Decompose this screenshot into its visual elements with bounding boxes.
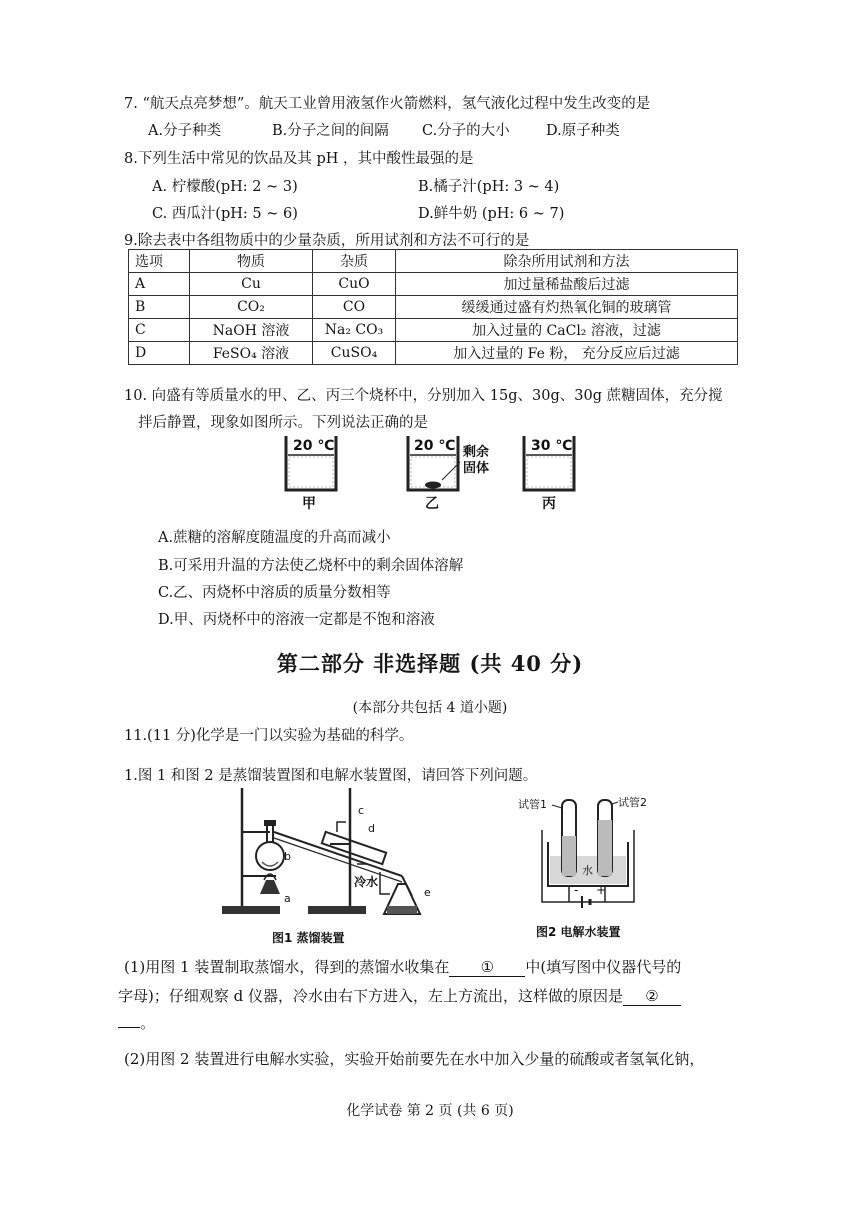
table-header-row	[129, 250, 738, 273]
q7-option-b[interactable]: B.分子之间的间隔	[272, 123, 389, 139]
section-title: 第二部分 非选择题 (共 40 分)	[276, 651, 584, 676]
table-cell: CO₂	[190, 296, 313, 319]
beaker-jia	[286, 436, 336, 512]
table-row	[129, 319, 738, 342]
q11-p1-line3	[118, 1012, 155, 1033]
q7-stem: 7. “航天点亮梦想”。航天工业曾用液氢作火箭燃料，氢气液化过程中发生改变的是	[124, 96, 651, 112]
table-cell: B	[129, 296, 190, 319]
table-header-cell: 杂质	[313, 250, 396, 273]
q10-stem-line1: 10. 向盛有等质量水的甲、乙、丙三个烧杯中，分别加入 15g、30g、30g 蔗糖固体，充分搅	[124, 388, 723, 404]
q11-p1-text: (1)用图 1 装置制取蒸馏水，得到的蒸馏水收集在	[124, 958, 450, 976]
q10-option-c[interactable]: C.乙、丙烧杯中溶质的质量分数相等	[158, 585, 391, 601]
apparatus-label-e: e	[424, 886, 431, 899]
q10-stem-line2: 拌后静置，现象如图所示。下列说法正确的是	[138, 415, 428, 431]
beaker-temp: 20 ℃	[293, 438, 335, 454]
beaker-label: 乙	[425, 496, 439, 512]
apparatus-label-d: d	[368, 822, 375, 835]
beaker-label: 甲	[302, 496, 316, 512]
table-cell: CuSO₄	[313, 342, 396, 365]
beakers-figure	[280, 432, 600, 512]
apparatus-label-a: a	[284, 892, 291, 905]
answer-blank-2[interactable]: ②	[623, 987, 681, 1006]
plus-sign: +	[596, 883, 607, 897]
beaker-bing	[524, 436, 574, 512]
q11-stem: 11.(11 分)化学是一门以实验为基础的科学。	[124, 728, 414, 744]
table-cell: FeSO₄ 溶液	[190, 342, 313, 365]
q11-p1-line1	[124, 956, 681, 977]
table-row	[129, 342, 738, 365]
cold-water-label: 冷水	[354, 875, 379, 889]
residual-solid-icon	[425, 482, 441, 489]
table-cell: 缓缓通过盛有灼热氧化铜的玻璃管	[396, 296, 738, 319]
table-row	[129, 296, 738, 319]
table-header-cell: 物质	[190, 250, 313, 273]
q11-p1-end: 。	[140, 1014, 156, 1032]
apparatus-label-b: b	[284, 850, 291, 863]
table-cell: C	[129, 319, 190, 342]
tube2-label: 试管2	[618, 796, 647, 809]
beaker-temp: 20 ℃	[414, 438, 456, 454]
residual-solid-note: 固体	[463, 461, 490, 476]
stand-base	[222, 906, 280, 914]
table-row	[129, 273, 738, 296]
table-cell: 加入过量的 Fe 粉， 充分反应后过滤	[396, 342, 738, 365]
table-cell: NaOH 溶液	[190, 319, 313, 342]
table-cell: CuO	[313, 273, 396, 296]
distillation-apparatus-figure	[212, 784, 462, 948]
table-cell: Cu	[190, 273, 313, 296]
figure2-caption: 图2 电解水装置	[536, 925, 621, 939]
table-cell: 加入过量的 CaCl₂ 溶液，过滤	[396, 319, 738, 342]
impurity-table	[128, 249, 738, 365]
table-cell: 加过量稀盐酸后过滤	[396, 273, 738, 296]
table-header-cell: 除杂所用试剂和方法	[396, 250, 738, 273]
page-footer: 化学试卷 第 2 页 (共 6 页)	[346, 1103, 514, 1119]
minus-sign: -	[574, 883, 579, 897]
table-cell: Na₂ CO₃	[313, 319, 396, 342]
q11-p1-text: 中(填写图中仪器代号的	[525, 958, 682, 976]
q8-option-b[interactable]: B.橘子汁(pH: 3 ~ 4)	[418, 179, 560, 195]
section-subtitle: (本部分共包括 4 道小题)	[352, 700, 508, 716]
apparatus-label-c: c	[358, 804, 365, 817]
burner-icon	[260, 880, 280, 894]
figure1-caption: 图1 蒸馏装置	[272, 931, 345, 945]
electrolysis-apparatus-figure	[518, 790, 668, 942]
q7-option-d[interactable]: D.原子种类	[546, 123, 620, 139]
q10-option-a[interactable]: A.蔗糖的溶解度随温度的升高而减小	[158, 530, 391, 546]
q10-option-d[interactable]: D.甲、丙烧杯中的溶液一定都是不饱和溶液	[158, 612, 435, 628]
q10-option-b[interactable]: B.可采用升温的方法使乙烧杯中的剩余固体溶解	[158, 558, 464, 574]
q11-p1-line2	[118, 985, 681, 1006]
table-cell: D	[129, 342, 190, 365]
beaker-temp: 30 ℃	[531, 438, 573, 454]
beaker-label: 丙	[542, 496, 556, 512]
residual-solid-note: 剩余	[463, 445, 490, 460]
q8-option-d[interactable]: D.鲜牛奶 (pH: 6 ~ 7)	[418, 206, 565, 222]
q7-option-a[interactable]: A.分子种类	[148, 123, 222, 139]
q8-option-c[interactable]: C. 西瓜汁(pH: 5 ~ 6)	[152, 206, 298, 222]
q8-stem: 8.下列生活中常见的饮品及其 pH ，其中酸性最强的是	[124, 151, 474, 167]
answer-blank-1[interactable]: ①	[449, 958, 525, 977]
table-header-cell: 选项	[129, 250, 190, 273]
table-cell: CO	[313, 296, 396, 319]
tube1-label: 试管1	[518, 798, 547, 811]
beaker-yi	[408, 436, 489, 512]
q11-p2: (2)用图 2 装置进行电解水实验，实验开始前要先在水中加入少量的硫酸或者氢氧化钠，	[124, 1050, 705, 1068]
water-label: 水	[582, 864, 593, 877]
q8-option-a[interactable]: A. 柠檬酸(pH: 2 ~ 3)	[152, 179, 298, 195]
q11-p1-text: 字母)；仔细观察 d 仪器，冷水由右下方进入，左上方流出，这样做的原因是	[118, 987, 623, 1005]
q9-stem: 9.除去表中各组物质中的少量杂质，所用试剂和方法不可行的是	[124, 233, 530, 249]
q11-intro: 1.图 1 和图 2 是蒸馏装置图和电解水装置图，请回答下列问题。	[124, 768, 538, 784]
q7-option-c[interactable]: C.分子的大小	[422, 123, 510, 139]
answer-blank-2-continued[interactable]	[118, 1027, 140, 1028]
table-cell: A	[129, 273, 190, 296]
